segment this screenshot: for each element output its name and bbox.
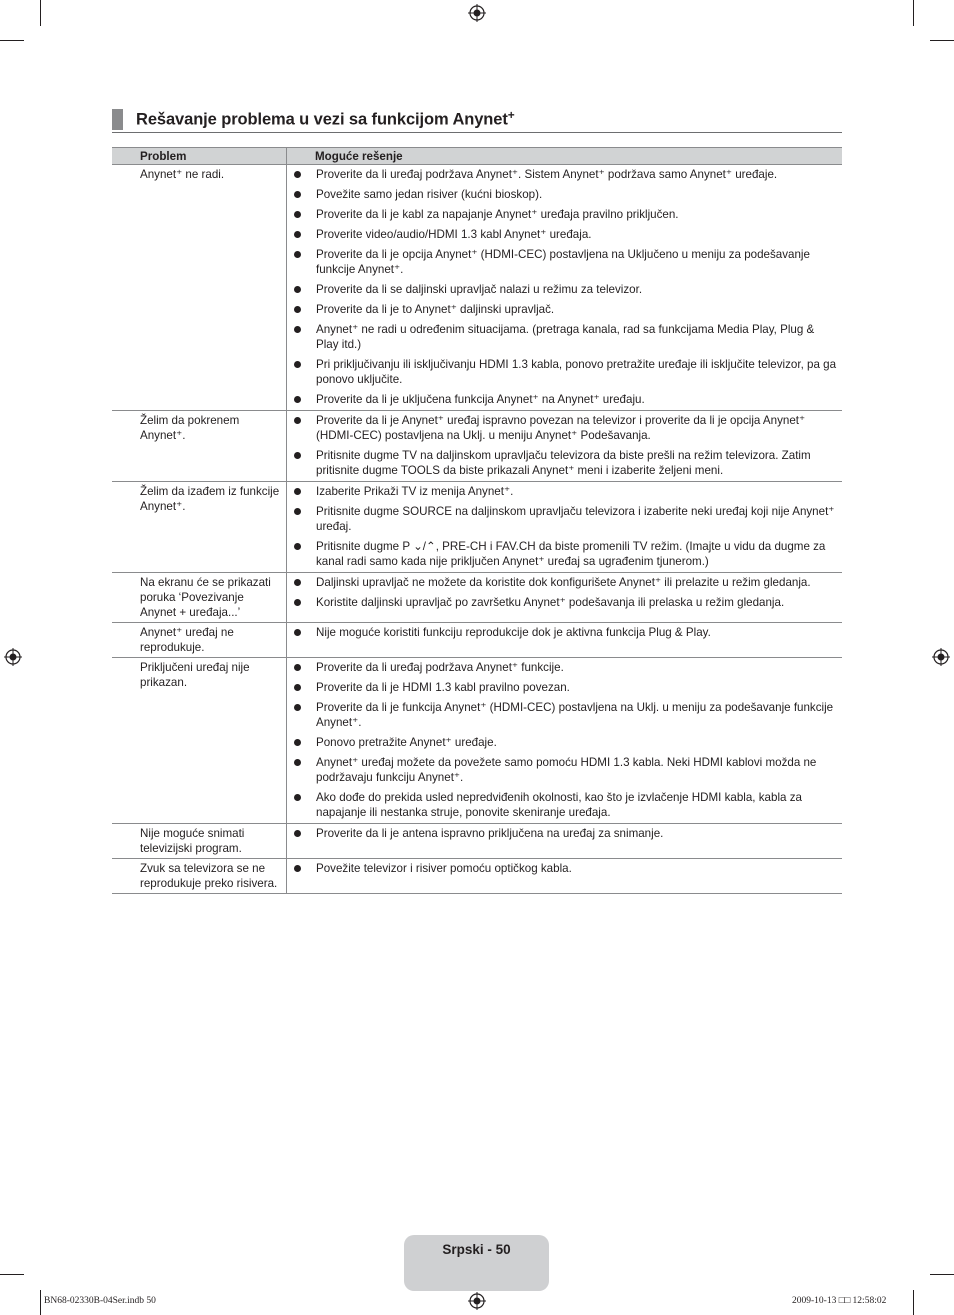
problem-cell: Anynet⁺ ne radi. [112, 165, 287, 411]
bullet-icon [294, 286, 301, 293]
list-item [293, 861, 838, 876]
crop-mark [913, 1290, 914, 1315]
table-row [112, 165, 842, 411]
bullet-icon [294, 231, 301, 238]
list-item [293, 790, 838, 820]
solution-cell [287, 573, 843, 623]
solution-text: Daljinski upravljač ne možete da koristite dok konfigurišete Anynet⁺ ili prelazite u režim gledanja. [316, 576, 811, 589]
solution-text: Proverite da li je opcija Anynet⁺ (HDMI-CEC) postavljena na Uključeno u meniju za podešavanje funkcije Anynet⁺. [316, 248, 810, 276]
list-item [293, 575, 838, 590]
solution-cell [287, 411, 843, 482]
solution-list [293, 660, 838, 820]
list-item [293, 207, 838, 222]
list-item [293, 187, 838, 202]
solution-text: Koristite daljinski upravljač po završetku Anynet⁺ podešavanja ili prelaska u režim gledanja. [316, 596, 785, 609]
bullet-icon [294, 739, 301, 746]
list-item [293, 660, 838, 675]
solution-text: Izaberite Prikaži TV iz menija Anynet⁺. [316, 485, 514, 498]
solution-cell [287, 482, 843, 573]
solution-text: Povežite televizor i risiver pomoću optičkog kabla. [316, 862, 572, 875]
print-file-info: BN68-02330B-04Ser.indb 50 [44, 1296, 156, 1306]
crop-mark [930, 1274, 954, 1275]
solution-text: Proverite da li je HDMI 1.3 kabl pravilno povezan. [316, 681, 570, 694]
problem-cell: Zvuk sa televizora se ne reprodukuje preko risivera. [112, 859, 287, 894]
bullet-icon [294, 759, 301, 766]
bullet-icon [294, 171, 301, 178]
bullet-icon [294, 684, 301, 691]
bullet-icon [294, 306, 301, 313]
table-row [112, 573, 842, 623]
list-item [293, 227, 838, 242]
list-item [293, 700, 838, 730]
solution-list [293, 826, 838, 841]
solution-list [293, 484, 838, 569]
column-header-problem: Problem [112, 148, 287, 165]
bullet-icon [294, 326, 301, 333]
crop-mark [0, 1274, 24, 1275]
solution-cell [287, 859, 843, 894]
bullet-icon [294, 191, 301, 198]
section-header [112, 108, 842, 133]
bullet-icon [294, 830, 301, 837]
solution-list [293, 413, 838, 478]
solution-cell [287, 658, 843, 824]
solution-text: Ako dođe do prekida usled nepredviđenih okolnosti, kao što je izvlačenje HDMI kabla, kabla za napajanje ili nestanka struje, ponovite skeniranje uređaja. [316, 791, 802, 819]
list-item [293, 539, 838, 569]
crop-mark [0, 40, 24, 41]
list-item [293, 826, 838, 841]
bullet-icon [294, 396, 301, 403]
table-row [112, 658, 842, 824]
solution-cell [287, 824, 843, 859]
crop-mark [40, 1290, 41, 1315]
solution-text: Anynet⁺ ne radi u određenim situacijama. (pretraga kanala, rad sa funkcijama Media Play, Plug & Play itd.) [316, 323, 815, 351]
bullet-icon [294, 664, 301, 671]
solution-list [293, 167, 838, 407]
column-header-solution: Moguće rešenje [287, 148, 843, 165]
bullet-icon [294, 508, 301, 515]
list-item [293, 357, 838, 387]
page-number-tab [404, 1235, 549, 1291]
solution-text: Proverite da li je antena ispravno priključena na uređaj za snimanje. [316, 827, 664, 840]
solution-list [293, 625, 838, 640]
problem-cell: Na ekranu će se prikazati poruka ‘Povezivanje Anynet + uređaja...’ [112, 573, 287, 623]
problem-cell: Priključeni uređaj nije prikazan. [112, 658, 287, 824]
solution-cell [287, 623, 843, 658]
solution-text: Nije moguće koristiti funkciju reprodukcije dok je aktivna funkcija Plug & Play. [316, 626, 711, 639]
crop-mark [913, 0, 914, 26]
list-item [293, 167, 838, 182]
list-item [293, 735, 838, 750]
list-item [293, 322, 838, 352]
list-item [293, 755, 838, 785]
table-row [112, 824, 842, 859]
print-timestamp: 2009-10-13 □□ 12:58:02 [792, 1296, 887, 1306]
bullet-icon [294, 452, 301, 459]
crop-mark [40, 0, 41, 26]
problem-cell: Nije moguće snimati televizijski program. [112, 824, 287, 859]
table-row [112, 411, 842, 482]
bullet-icon [294, 251, 301, 258]
list-item [293, 282, 838, 297]
page-title: Rešavanje problema u vezi sa funkcijom Anynet+ [136, 108, 515, 129]
list-item [293, 625, 838, 640]
crop-mark [930, 40, 954, 41]
registration-mark-icon [932, 648, 950, 666]
list-item [293, 448, 838, 478]
solution-text: Proverite da li je kabl za napajanje Anynet⁺ uređaja pravilno priključen. [316, 208, 679, 221]
title-accent-bar [112, 109, 123, 130]
bullet-icon [294, 361, 301, 368]
solution-list [293, 861, 838, 876]
problem-cell: Anynet⁺ uređaj ne reprodukuje. [112, 623, 287, 658]
solution-text: Povežite samo jedan risiver (kućni bioskop). [316, 188, 543, 201]
solution-list [293, 575, 838, 610]
solution-text: Pritisnite dugme P ⌄/⌃, PRE-CH i FAV.CH da biste promenili TV režim. (Imajte u vidu da dugme za kanal radi samo kada nije priključen Anynet⁺ uređaj sa ugrađenim tjunerom.) [316, 540, 826, 568]
table-header-row [112, 148, 842, 165]
problem-cell: Želim da izađem iz funkcije Anynet⁺. [112, 482, 287, 573]
solution-text: Proverite video/audio/HDMI 1.3 kabl Anynet⁺ uređaja. [316, 228, 592, 241]
table-row [112, 623, 842, 658]
problem-cell: Želim da pokrenem Anynet⁺. [112, 411, 287, 482]
bullet-icon [294, 704, 301, 711]
bullet-icon [294, 579, 301, 586]
solution-text: Proverite da li je to Anynet⁺ daljinski upravljač. [316, 303, 555, 316]
list-item [293, 484, 838, 499]
table-row [112, 859, 842, 894]
registration-mark-icon [4, 648, 22, 666]
list-item [293, 680, 838, 695]
solution-text: Proverite da li je uključena funkcija Anynet⁺ na Anynet⁺ uređaju. [316, 393, 645, 406]
bullet-icon [294, 417, 301, 424]
registration-mark-icon [468, 1292, 486, 1310]
bullet-icon [294, 599, 301, 606]
list-item [293, 504, 838, 534]
solution-text: Anynet⁺ uređaj možete da povežete samo pomoću HDMI 1.3 kabla. Neki HDMI kablovi možda ne podržavaju funkciju Anynet⁺. [316, 756, 817, 784]
solution-text: Ponovo pretražite Anynet⁺ uređaje. [316, 736, 497, 749]
bullet-icon [294, 865, 301, 872]
solution-text: Proverite da li je funkcija Anynet⁺ (HDMI-CEC) postavljena na Uklj. u meniju za podešavanje funkcije Anynet⁺. [316, 701, 834, 729]
troubleshooting-table [112, 147, 842, 894]
list-item [293, 302, 838, 317]
list-item [293, 413, 838, 443]
registration-mark-icon [468, 4, 486, 22]
solution-cell [287, 165, 843, 411]
list-item [293, 595, 838, 610]
bullet-icon [294, 629, 301, 636]
solution-text: Proverite da li uređaj podržava Anynet⁺ funkcije. [316, 661, 564, 674]
list-item [293, 247, 838, 277]
solution-text: Proverite da li se daljinski upravljač nalazi u režimu za televizor. [316, 283, 643, 296]
solution-text: Pritisnite dugme SOURCE na daljinskom upravljaču televizora i izaberite neki uređaj koji nije Anynet⁺ uređaj. [316, 505, 835, 533]
bullet-icon [294, 794, 301, 801]
table-row [112, 482, 842, 573]
bullet-icon [294, 211, 301, 218]
solution-text: Proverite da li uređaj podržava Anynet⁺. Sistem Anynet⁺ podržava samo Anynet⁺ uređaje. [316, 168, 778, 181]
bullet-icon [294, 543, 301, 550]
solution-text: Pri priključivanju ili isključivanju HDMI 1.3 kabla, ponovo pretražite uređaje ili isključite televizor, pa ga ponovo uključite. [316, 358, 837, 386]
list-item [293, 392, 838, 407]
solution-text: Proverite da li je Anynet⁺ uređaj ispravno povezan na televizor i proverite da li je opcija Anynet⁺ (HDMI-CEC) postavljena na Uklj. u meniju Anynet⁺ Podešavanja. [316, 414, 806, 442]
bullet-icon [294, 488, 301, 495]
page-number: Srpski - 50 [442, 1242, 511, 1257]
solution-text: Pritisnite dugme TV na daljinskom upravljaču televizora da biste prešli na režim televizora. Zatim pritisnite dugme TOOLS da biste prikazali Anynet⁺ meni i izaberite željeni meni. [316, 449, 811, 477]
